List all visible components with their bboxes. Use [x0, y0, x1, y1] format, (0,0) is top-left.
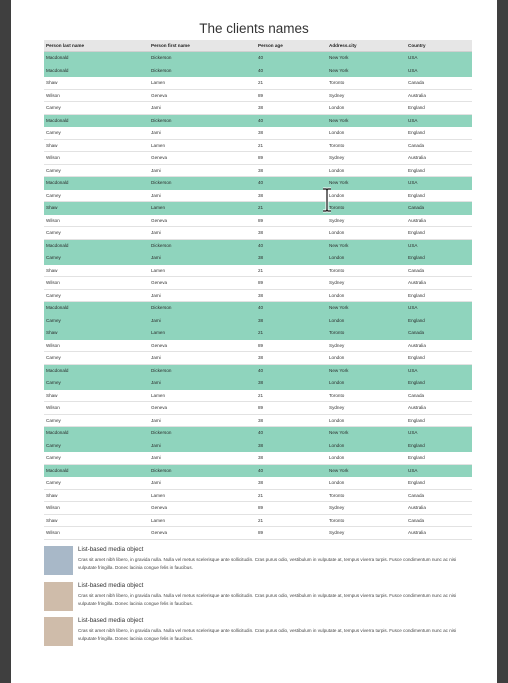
cell-age: 21 [256, 489, 327, 502]
cell-last-name: Carney [44, 377, 149, 390]
table-row[interactable] [44, 502, 472, 515]
cell-country: England [406, 414, 472, 427]
cell-last-name: Carney [44, 477, 149, 490]
cell-city: Toronto [327, 514, 406, 527]
cell-country: England [406, 377, 472, 390]
cell-city: Sydney [327, 89, 406, 102]
column-header-first-name[interactable]: Person first name [149, 40, 256, 52]
cell-last-name: Wilson [44, 152, 149, 165]
table-row[interactable] [44, 489, 472, 502]
cell-country: England [406, 164, 472, 177]
cell-first-name: Jami [149, 164, 256, 177]
table-row[interactable] [44, 102, 472, 115]
cell-city: New York [327, 239, 406, 252]
cell-age: 40 [256, 364, 327, 377]
table-row[interactable] [44, 177, 472, 190]
cell-country: USA [406, 364, 472, 377]
cell-city: Toronto [327, 139, 406, 152]
cell-first-name: Geneva [149, 339, 256, 352]
document-page [11, 0, 497, 683]
cell-city: London [327, 314, 406, 327]
cell-last-name: Macdonald [44, 52, 149, 65]
cell-country: USA [406, 114, 472, 127]
table-row[interactable] [44, 389, 472, 402]
cell-first-name: Dickerson [149, 464, 256, 477]
cell-city: London [327, 252, 406, 265]
cell-last-name: Carney [44, 352, 149, 365]
cell-first-name: Jami [149, 352, 256, 365]
table-row[interactable] [44, 239, 472, 252]
cell-age: 38 [256, 227, 327, 240]
media-thumbnail [44, 617, 73, 646]
cell-city: London [327, 102, 406, 115]
cell-age: 89 [256, 527, 327, 540]
cell-first-name: Geneva [149, 152, 256, 165]
cell-last-name: Shaw [44, 264, 149, 277]
cell-last-name: Carney [44, 289, 149, 302]
table-row[interactable] [44, 414, 472, 427]
cell-last-name: Carney [44, 189, 149, 202]
cell-first-name: Jami [149, 477, 256, 490]
cell-country: Australia [406, 527, 472, 540]
cell-last-name: Shaw [44, 514, 149, 527]
table-row[interactable] [44, 464, 472, 477]
cell-country: England [406, 189, 472, 202]
cell-first-name: Jami [149, 452, 256, 465]
cell-first-name: Lamen [149, 264, 256, 277]
table-row[interactable] [44, 514, 472, 527]
cell-first-name: Dickerson [149, 427, 256, 440]
media-body: Cras sit amet nibh libero, in gravida nulla. Nulla vel metus scelerisque ante sollicitudin. Cras purus odio, vestibulum in vulputate at, tempus viverra turpis. Fusce condimentum nunc ac nisi vulputate fringilla. Donec lacinia congue felis in faucibus. [78, 628, 457, 641]
cell-country: England [406, 127, 472, 140]
cell-last-name: Shaw [44, 202, 149, 215]
cell-country: England [406, 352, 472, 365]
cell-country: Australia [406, 152, 472, 165]
cell-city: Sydney [327, 402, 406, 415]
table-row[interactable] [44, 89, 472, 102]
cell-first-name: Lamen [149, 202, 256, 215]
cell-city: New York [327, 364, 406, 377]
cell-country: Australia [406, 277, 472, 290]
cell-country: Canada [406, 327, 472, 340]
cell-country: England [406, 452, 472, 465]
table-row[interactable] [44, 289, 472, 302]
cell-last-name: Wilson [44, 214, 149, 227]
cell-city: Toronto [327, 77, 406, 90]
cell-city: New York [327, 302, 406, 315]
cell-city: London [327, 164, 406, 177]
cell-first-name: Geneva [149, 527, 256, 540]
cell-age: 21 [256, 264, 327, 277]
cell-first-name: Geneva [149, 502, 256, 515]
text-cursor-icon [321, 187, 333, 213]
media-object [44, 617, 474, 647]
cell-age: 89 [256, 214, 327, 227]
cell-first-name: Lamen [149, 489, 256, 502]
cell-country: Australia [406, 214, 472, 227]
cell-age: 38 [256, 189, 327, 202]
column-header-country[interactable]: Country [406, 40, 472, 52]
cell-country: USA [406, 427, 472, 440]
cell-first-name: Dickerson [149, 114, 256, 127]
table-row[interactable] [44, 252, 472, 265]
table-row[interactable] [44, 127, 472, 140]
column-header-age[interactable]: Person age [256, 40, 327, 52]
table-row[interactable] [44, 452, 472, 465]
cell-country: England [406, 252, 472, 265]
cell-age: 89 [256, 152, 327, 165]
cell-age: 38 [256, 127, 327, 140]
cell-country: Canada [406, 264, 472, 277]
table-row[interactable] [44, 52, 472, 65]
table-row[interactable] [44, 202, 472, 215]
cell-last-name: Macdonald [44, 239, 149, 252]
cell-last-name: Wilson [44, 89, 149, 102]
cell-last-name: Macdonald [44, 177, 149, 190]
media-object [44, 546, 474, 576]
cell-first-name: Lamen [149, 139, 256, 152]
table-row[interactable] [44, 264, 472, 277]
cell-last-name: Macdonald [44, 364, 149, 377]
cell-city: Toronto [327, 389, 406, 402]
cell-last-name: Macdonald [44, 114, 149, 127]
cell-country: England [406, 102, 472, 115]
cell-country: Canada [406, 202, 472, 215]
cell-age: 21 [256, 139, 327, 152]
cell-first-name: Lamen [149, 327, 256, 340]
cell-city: London [327, 452, 406, 465]
cell-city: London [327, 377, 406, 390]
cell-city: London [327, 352, 406, 365]
cell-city: London [327, 439, 406, 452]
cell-first-name: Jami [149, 314, 256, 327]
cell-last-name: Carney [44, 314, 149, 327]
cell-age: 40 [256, 52, 327, 65]
cell-last-name: Wilson [44, 527, 149, 540]
cell-country: Australia [406, 402, 472, 415]
cell-country: Canada [406, 489, 472, 502]
table-row[interactable] [44, 64, 472, 77]
cell-country: Australia [406, 502, 472, 515]
cell-last-name: Carney [44, 252, 149, 265]
clients-table [44, 40, 472, 540]
media-body: Cras sit amet nibh libero, in gravida nulla. Nulla vel metus scelerisque ante sollicitudin. Cras purus odio, vestibulum in vulputate at, tempus viverra turpis. Fusce condimentum nunc ac nisi vulputate fringilla. Donec lacinia congue felis in faucibus. [78, 593, 457, 606]
media-body: Cras sit amet nibh libero, in gravida nulla. Nulla vel metus scelerisque ante sollicitudin. Cras purus odio, vestibulum in vulputate at, tempus viverra turpis. Fusce condimentum nunc ac nisi vulputate fringilla. Donec lacinia congue felis in faucibus. [78, 557, 457, 570]
page-title: The clients names [199, 21, 309, 36]
cell-first-name: Geneva [149, 89, 256, 102]
cell-age: 89 [256, 502, 327, 515]
cell-first-name: Jami [149, 252, 256, 265]
table-row[interactable] [44, 402, 472, 415]
cell-last-name: Macdonald [44, 464, 149, 477]
cell-age: 38 [256, 252, 327, 265]
media-thumbnail [44, 582, 73, 611]
cell-age: 89 [256, 402, 327, 415]
cell-last-name: Wilson [44, 502, 149, 515]
cell-age: 40 [256, 177, 327, 190]
cell-age: 38 [256, 102, 327, 115]
cell-country: USA [406, 464, 472, 477]
table-row[interactable] [44, 364, 472, 377]
cell-age: 89 [256, 277, 327, 290]
table-row[interactable] [44, 527, 472, 540]
cell-last-name: Wilson [44, 402, 149, 415]
media-thumbnail [44, 546, 73, 575]
cell-first-name: Lamen [149, 77, 256, 90]
cell-country: England [406, 289, 472, 302]
cell-city: New York [327, 114, 406, 127]
cell-first-name: Dickerson [149, 364, 256, 377]
cell-city: Sydney [327, 339, 406, 352]
table-row[interactable] [44, 152, 472, 165]
cell-age: 40 [256, 302, 327, 315]
cell-age: 38 [256, 289, 327, 302]
cell-city: London [327, 127, 406, 140]
cell-country: Australia [406, 89, 472, 102]
cell-city: London [327, 227, 406, 240]
cell-city: New York [327, 177, 406, 190]
cell-city: Toronto [327, 202, 406, 215]
media-title: List-based media object [78, 617, 144, 624]
media-title: List-based media object [78, 582, 144, 589]
cell-first-name: Geneva [149, 214, 256, 227]
cell-first-name: Lamen [149, 514, 256, 527]
table-row[interactable] [44, 227, 472, 240]
table-row[interactable] [44, 77, 472, 90]
cell-age: 89 [256, 89, 327, 102]
cell-age: 21 [256, 77, 327, 90]
cell-age: 40 [256, 114, 327, 127]
cell-city: Sydney [327, 502, 406, 515]
cell-city: New York [327, 464, 406, 477]
cell-last-name: Carney [44, 227, 149, 240]
cell-city: New York [327, 64, 406, 77]
cell-country: England [406, 477, 472, 490]
cell-age: 40 [256, 427, 327, 440]
cell-country: USA [406, 239, 472, 252]
cell-age: 21 [256, 327, 327, 340]
cell-age: 40 [256, 239, 327, 252]
cell-first-name: Dickerson [149, 177, 256, 190]
table-row[interactable] [44, 339, 472, 352]
cell-city: New York [327, 427, 406, 440]
cell-first-name: Lamen [149, 389, 256, 402]
table-header-row [44, 40, 472, 52]
cell-country: England [406, 439, 472, 452]
table-row[interactable] [44, 327, 472, 340]
cell-age: 40 [256, 464, 327, 477]
cell-last-name: Shaw [44, 489, 149, 502]
cell-first-name: Jami [149, 414, 256, 427]
cell-country: Canada [406, 139, 472, 152]
cell-city: Sydney [327, 214, 406, 227]
cell-last-name: Macdonald [44, 302, 149, 315]
cell-age: 38 [256, 414, 327, 427]
cell-city: London [327, 289, 406, 302]
table-row[interactable] [44, 214, 472, 227]
cell-first-name: Dickerson [149, 52, 256, 65]
cell-last-name: Shaw [44, 389, 149, 402]
cell-age: 21 [256, 389, 327, 402]
cell-age: 38 [256, 377, 327, 390]
table-row[interactable] [44, 164, 472, 177]
cell-country: USA [406, 177, 472, 190]
table-row[interactable] [44, 377, 472, 390]
column-header-last-name[interactable]: Person last name [44, 40, 149, 52]
cell-age: 89 [256, 339, 327, 352]
cell-age: 38 [256, 477, 327, 490]
cell-last-name: Shaw [44, 139, 149, 152]
table-row[interactable] [44, 427, 472, 440]
cell-city: Toronto [327, 489, 406, 502]
cell-country: England [406, 314, 472, 327]
cell-last-name: Carney [44, 439, 149, 452]
cell-first-name: Dickerson [149, 239, 256, 252]
cell-age: 38 [256, 352, 327, 365]
cell-country: Australia [406, 339, 472, 352]
cell-age: 38 [256, 314, 327, 327]
cell-age: 40 [256, 64, 327, 77]
cell-last-name: Macdonald [44, 427, 149, 440]
cell-age: 21 [256, 514, 327, 527]
cell-country: USA [406, 302, 472, 315]
cell-city: Toronto [327, 327, 406, 340]
table-row[interactable] [44, 139, 472, 152]
table-row[interactable] [44, 314, 472, 327]
cell-last-name: Carney [44, 127, 149, 140]
cell-city: New York [327, 52, 406, 65]
cell-city: Sydney [327, 527, 406, 540]
cell-first-name: Jami [149, 227, 256, 240]
cell-city: London [327, 189, 406, 202]
cell-country: Canada [406, 77, 472, 90]
media-title: List-based media object [78, 546, 144, 553]
cell-country: USA [406, 52, 472, 65]
table-body [44, 52, 472, 540]
table-row[interactable] [44, 277, 472, 290]
cell-first-name: Dickerson [149, 302, 256, 315]
cell-city: Toronto [327, 264, 406, 277]
cell-age: 38 [256, 164, 327, 177]
cell-city: Sydney [327, 277, 406, 290]
cell-first-name: Jami [149, 439, 256, 452]
cell-first-name: Jami [149, 127, 256, 140]
cell-first-name: Geneva [149, 277, 256, 290]
cell-first-name: Jami [149, 189, 256, 202]
cell-last-name: Carney [44, 452, 149, 465]
table-row[interactable] [44, 189, 472, 202]
table-row[interactable] [44, 439, 472, 452]
table-row[interactable] [44, 352, 472, 365]
cell-city: Sydney [327, 152, 406, 165]
table-row[interactable] [44, 477, 472, 490]
table-row[interactable] [44, 302, 472, 315]
cell-first-name: Jami [149, 289, 256, 302]
media-object [44, 582, 474, 612]
cell-last-name: Macdonald [44, 64, 149, 77]
cell-last-name: Carney [44, 414, 149, 427]
cell-last-name: Shaw [44, 327, 149, 340]
table-row[interactable] [44, 114, 472, 127]
cell-last-name: Wilson [44, 339, 149, 352]
cell-last-name: Wilson [44, 277, 149, 290]
column-header-city[interactable]: Address.city [327, 40, 406, 52]
cell-age: 38 [256, 452, 327, 465]
cell-city: London [327, 414, 406, 427]
cell-first-name: Dickerson [149, 64, 256, 77]
cell-city: London [327, 477, 406, 490]
cell-country: USA [406, 64, 472, 77]
cell-country: England [406, 227, 472, 240]
cell-first-name: Jami [149, 102, 256, 115]
cell-last-name: Carney [44, 102, 149, 115]
cell-country: Canada [406, 514, 472, 527]
cell-country: Canada [406, 389, 472, 402]
cell-first-name: Geneva [149, 402, 256, 415]
cell-last-name: Carney [44, 164, 149, 177]
cell-age: 21 [256, 202, 327, 215]
cell-last-name: Shaw [44, 77, 149, 90]
cell-age: 38 [256, 439, 327, 452]
cell-first-name: Jami [149, 377, 256, 390]
